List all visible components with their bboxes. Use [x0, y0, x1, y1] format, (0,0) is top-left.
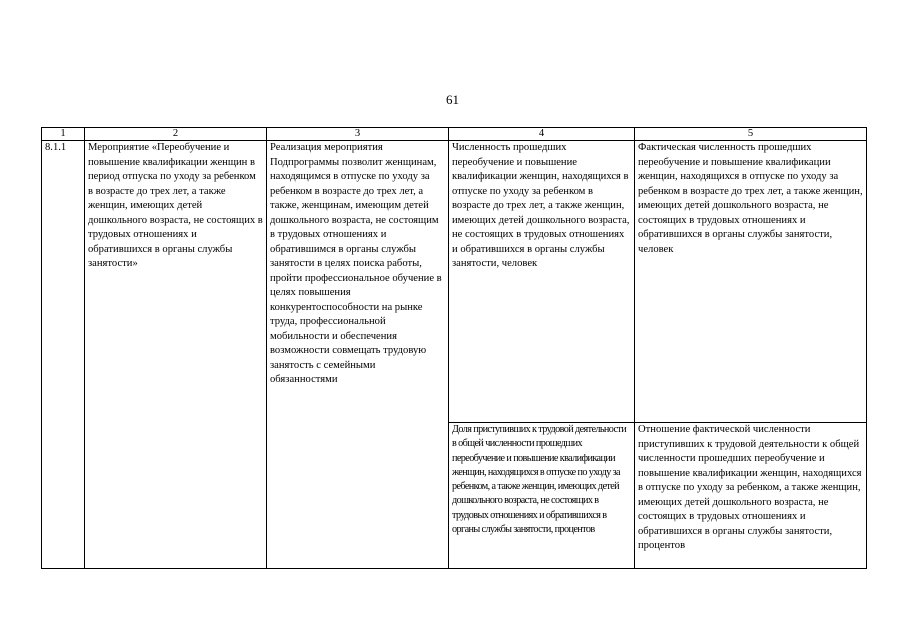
column-header-1: 1 [42, 128, 85, 141]
column-header-4: 4 [449, 128, 635, 141]
table-row [42, 141, 867, 423]
measure-activity-cell: Мероприятие «Переобучение и повышение квалификации женщин в период отпуска по уходу за ребенком в возрасте до трех лет, а также женщин, имеющих детей дошкольного возраста, не состоящих в трудовых отношениях и обратившихся в органы службы занятости» [85, 141, 267, 569]
column-header-2: 2 [85, 128, 267, 141]
program-measures-table [41, 127, 867, 569]
indicator-name-cell: Численность прошедших переобучение и повышение квалификации женщин, находящихся в отпуске по уходу за ребенком в возрасте до трех лет, а также женщин, имеющих детей дошкольного возраста, не состоящих в трудовых отношениях и обратившихся в органы службы занятости, человек [449, 141, 635, 423]
table-header [42, 128, 867, 141]
header-row [42, 128, 867, 141]
column-header-5: 5 [635, 128, 867, 141]
indicator-method-cell: Фактическая численность прошедших переобучение и повышение квалификации женщин, находящихся в отпуске по уходу за ребенком в возрасте до трех лет, а также женщин, имеющих детей дошкольного возраста, не состоящих в трудовых отношениях и обратившихся в органы службы занятости, человек [635, 141, 867, 423]
column-header-3: 3 [267, 128, 449, 141]
measure-code-cell: 8.1.1 [42, 141, 85, 569]
table-body [42, 141, 867, 569]
indicator-method-cell: Отношение фактической численности приступивших к трудовой деятельности к общей численности прошедших переобучение и повышение квалификации женщин, находящихся в отпуске по уходу за ребенком, а также женщин, имеющих детей дошкольного возраста, не состоящих в трудовых отношениях и обратившихся в органы службы занятости, процентов [635, 423, 867, 569]
page-number: 61 [446, 92, 459, 107]
indicator-name-cell: Доля приступивших к трудовой деятельности в общей численности прошедших переобучение и повышение квалификации женщин, находящихся в отпуске по уходу за ребенком, а также женщин, имеющих детей дошкольного возраста, не состоящих в трудовых отношениях и обратившихся в органы службы занятости, процентов [449, 423, 635, 569]
measure-description-cell: Реализация мероприятия Подпрограммы позволит женщинам, находящимся в отпуске по уходу за ребенком в возрасте до трех лет, а также, женщинам, имеющим детей дошкольного возраста, не состоящим в трудовых отношениях и обратившимся в органы службы занятости в целях поиска работы, пройти профессиональное обучение в целях повышения конкурентоспособности на рынке труда, профессиональной мобильности и обеспечения возможности совмещать трудовую занятость с семейными обязанностями [267, 141, 449, 569]
